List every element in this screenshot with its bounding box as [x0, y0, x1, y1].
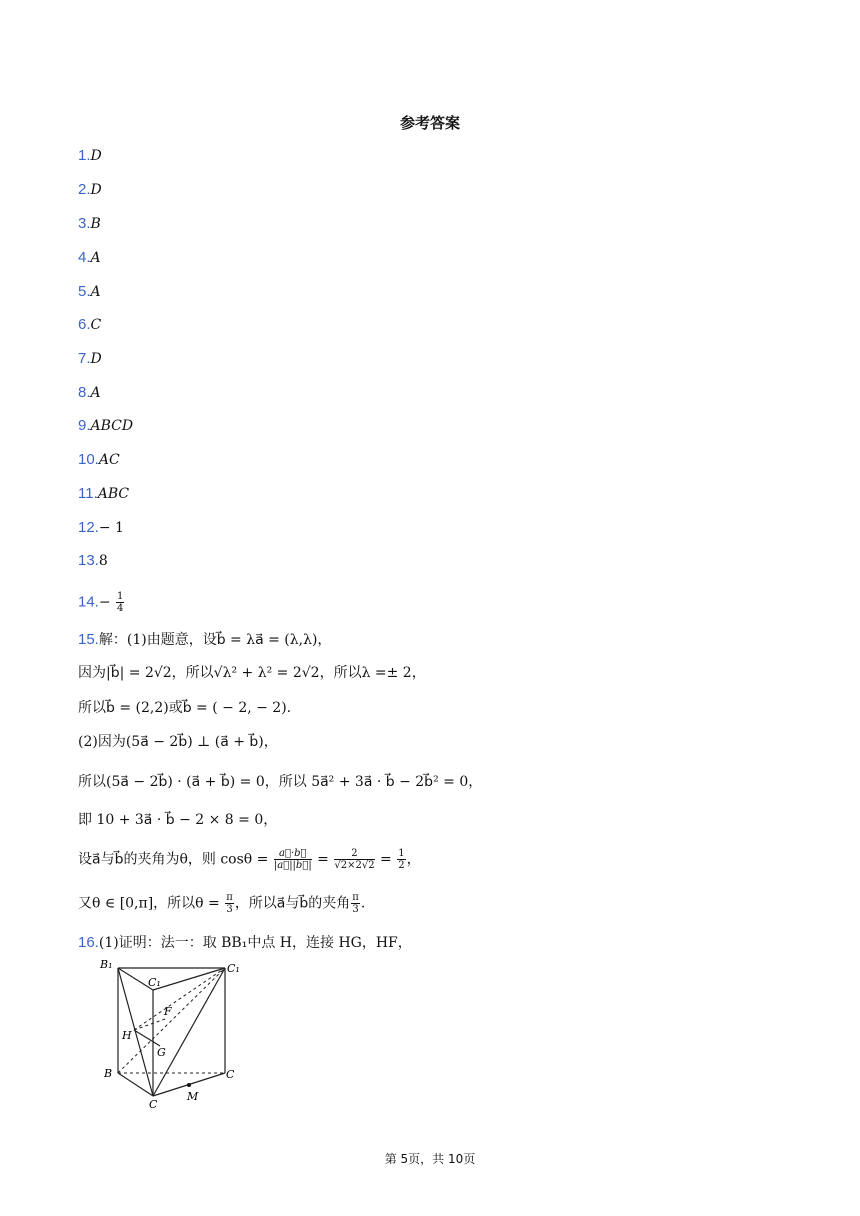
q15-line-6: 即 10 + 3a⃗ · b⃗ − 2 × 8 = 0， — [78, 812, 278, 828]
answer-4 — [78, 248, 101, 268]
answer-value: A — [90, 385, 101, 401]
label-f: F — [164, 1005, 172, 1018]
page-title: 参考答案 — [399, 114, 460, 132]
answer-value: D — [90, 351, 102, 367]
answer-value: D — [90, 148, 102, 164]
answer-value: ABC — [97, 486, 130, 502]
question-number: 9. — [78, 417, 91, 434]
fraction: $\frac{\pi}{3}$ — [352, 892, 359, 915]
answer-11 — [78, 484, 129, 504]
answer-10 — [78, 450, 120, 470]
answer-value: D — [90, 182, 102, 198]
answer-3 — [78, 214, 101, 234]
answer-value: A — [90, 250, 101, 266]
fraction: $\frac{a⃗\cdot b⃗}{|a⃗||b⃗|}$ — [273, 848, 312, 871]
label-c-bottom: C — [149, 1098, 158, 1108]
answer-14 — [78, 591, 125, 613]
answer-sign: − — [98, 594, 111, 611]
answer-7 — [78, 349, 102, 369]
fraction: $\frac{1}{2}$ — [398, 848, 405, 871]
q15-line-7: 设a⃗与b⃗的夹角为θ，则 cosθ = $\frac{a⃗\cdot b⃗}{|a⃗||b⃗|}$ = $\frac{2}{√2\times 2√2}$ = $\frac{1}{2}$ ， — [78, 848, 421, 871]
question-number: 5. — [78, 283, 91, 300]
label-h: H — [122, 1029, 132, 1042]
answer-value: 8 — [98, 553, 108, 569]
label-b: B — [104, 1067, 113, 1080]
answer-2 — [78, 180, 102, 200]
answer-12 — [78, 518, 124, 538]
question-number: 7. — [78, 350, 91, 367]
answer-value: C — [90, 317, 102, 333]
answer-value: AC — [98, 452, 120, 468]
label-c1-right: C₁ — [227, 962, 240, 975]
question-number: 1. — [78, 147, 91, 164]
question-number: 11. — [78, 485, 98, 502]
label-c1: C₁ — [148, 976, 161, 989]
answer-13 — [78, 551, 108, 571]
point-m — [187, 1083, 191, 1087]
q15-line-2: 因为|b⃗| = 2√2，所以√λ² + λ² = 2√2，所以λ =± 2， — [78, 665, 426, 681]
question-number: 2. — [78, 181, 91, 198]
question-number: 3. — [78, 215, 91, 232]
question-number: 16. — [78, 934, 99, 951]
q15-line-5: 所以(5a⃗ − 2b⃗) · (a⃗ + b⃗) = 0，所以 5a⃗² + 3a⃗ · b⃗ − 2b⃗² = 0， — [78, 774, 483, 790]
question-number: 6. — [78, 316, 91, 333]
q16-line-1: 16.(1)证明：法一：取 BB₁中点 H，连接 HG，HF， — [78, 934, 412, 951]
label-c-right: C — [226, 1068, 235, 1081]
answer-1 — [78, 146, 102, 166]
label-b1: B₁ — [100, 958, 113, 971]
prism-figure — [98, 958, 258, 1108]
question-number: 8. — [78, 384, 91, 401]
answer-5 — [78, 282, 101, 302]
answer-8 — [78, 383, 101, 403]
page-footer: 第 5页，共 10页 — [384, 1152, 476, 1166]
answer-9 — [78, 416, 133, 436]
answer-value: ABCD — [90, 418, 134, 434]
question-number: 15. — [78, 631, 99, 648]
question-number: 10. — [78, 451, 99, 468]
label-m: M — [187, 1090, 199, 1103]
answer-value: A — [90, 284, 101, 300]
answer-value: − 1 — [98, 520, 124, 536]
fraction: $\frac{2}{√2\times 2√2}$ — [334, 848, 375, 871]
q15-line-4: (2)因为(5a⃗ − 2b⃗) ⊥ (a⃗ + b⃗)， — [78, 734, 278, 750]
fraction: $\frac{1}{4}$ — [117, 591, 124, 614]
question-number: 13. — [78, 552, 99, 569]
answer-value: B — [90, 216, 101, 232]
answer-6 — [78, 315, 101, 335]
label-g: G — [157, 1046, 166, 1059]
question-number: 4. — [78, 249, 91, 266]
question-number: 14. — [78, 593, 99, 611]
q15-line-3: 所以b⃗ = (2,2)或b⃗ = ( − 2, − 2). — [78, 700, 292, 716]
q15-line-8: 又θ ∈ [0,π]，所以θ = $\frac{\pi}{3}$ ，所以a⃗与b⃗的夹角 $\frac{\pi}{3}$ . — [78, 892, 366, 915]
question-number: 12. — [78, 519, 99, 536]
q15-line-1: 15.解：(1)由题意，设b⃗ = λa⃗ = (λ,λ)， — [78, 631, 332, 648]
fraction: $\frac{\pi}{3}$ — [226, 892, 233, 915]
